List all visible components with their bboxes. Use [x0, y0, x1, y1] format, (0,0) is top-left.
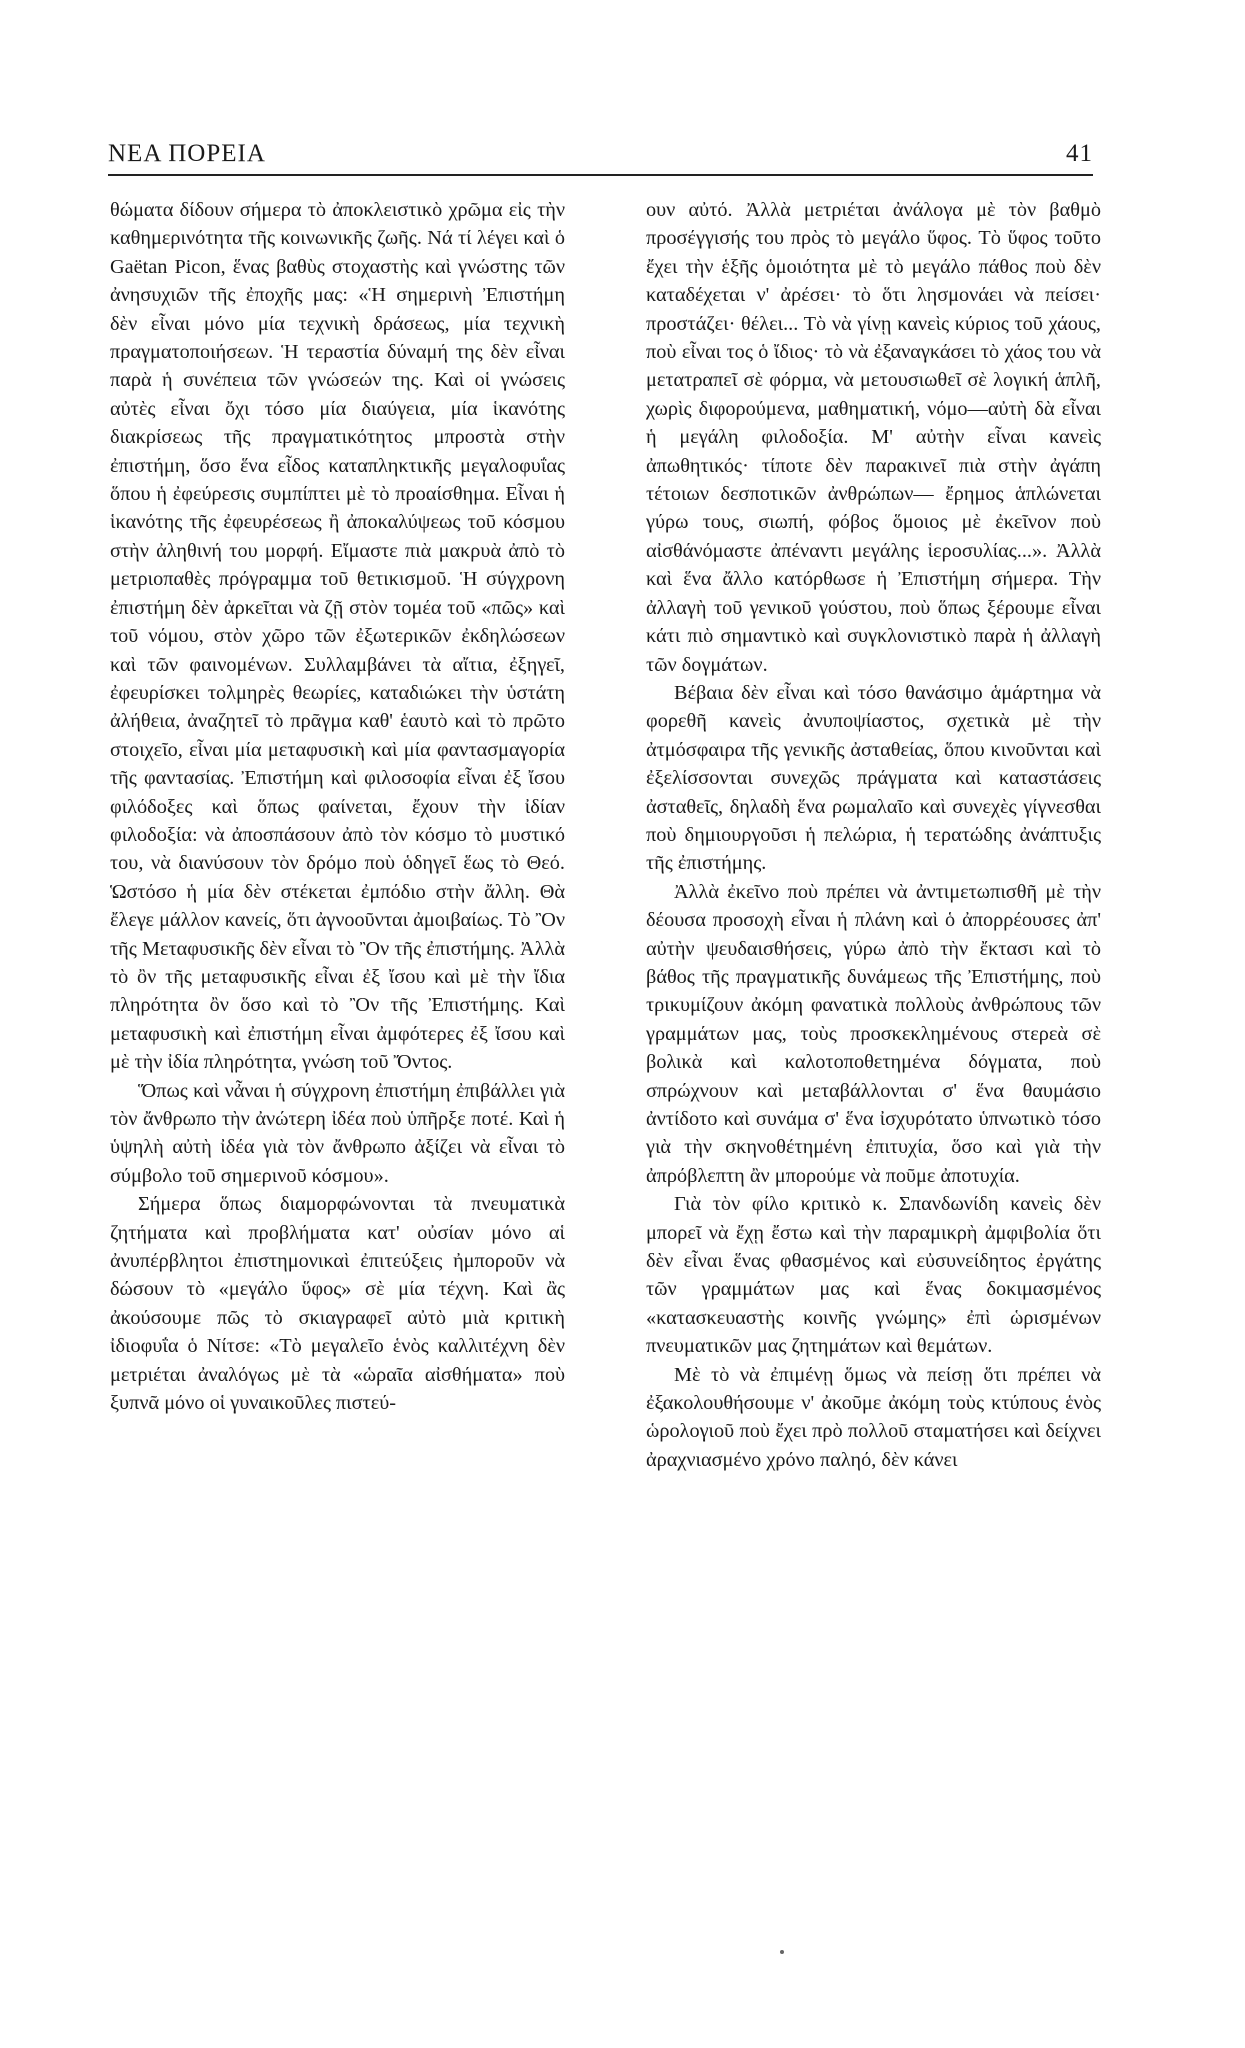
right-column — [646, 196, 1101, 1474]
print-speck — [780, 1950, 784, 1954]
paragraph: Βέβαια δὲν εἶναι καὶ τόσο θανάσιμο ἁμάρτημα νὰ φορεθῆ κανεὶς ἀνυποψίαστος, σχετικὰ μὲ τὴν ἀτμόσφαιρα τῆς γενικῆς ἀσταθείας, ὅπου κινοῦνται καὶ ἐξελίσσονται συνεχῶς πράγματα καὶ καταστάσεις ἀσταθεῖς, δηλαδὴ ἕνα ρωμαλαῖο καὶ συνεχὲς γίγνεσθαι ποὺ δημιουργοῦσι ἡ πελώρια, ἡ τερατώδης ἀνάπτυξις τῆς ἐπιστήμης. — [646, 681, 1101, 875]
journal-title: ΝΕΑ ΠΟΡΕΙΑ — [108, 140, 266, 167]
page-header — [108, 128, 1093, 168]
paragraph: θώματα δίδουν σήμερα τὸ ἀποκλειστικὸ χρῶμα εἰς τὴν καθημερινότητα τῆς κοινωνικῆς ζωῆς. Νά τί λέγει καὶ ὁ Gaëtan Picon, ἕνας βαθὺς στοχαστὴς καὶ γνώστης τῶν ἀνησυχιῶν τῆς ἐποχῆς μας: «Ἡ σημερινὴ Ἐπιστήμη δὲν εἶναι μόνο μία τεχνικὴ δράσεως, μία τεχνικὴ πραγματοποιήσεων. Ἡ τεραστία δύναμή της δὲν εἶναι παρὰ ἡ συνέπεια τῶν γνώσεών της. Καὶ οἱ γνώσεις αὐτὲς εἶναι ὄχι τόσο μία διαύγεια, μία ἱκανότης διακρίσεως τῆς πραγματικότητος μπροστὰ στὴν ἐπιστήμη, ὅσο ἕνα εἶδος καταπληκτικῆς μεγαλοφυΐας ὅπου ἡ ἐφεύρεσις συμπίπτει μὲ τὸ προαίσθημα. Εἶναι ἡ ἱκανότης τῆς ἐφευρέσεως ἢ ἀποκαλύψεως τοῦ κόσμου στὴν ἀληθινή του μορφή. Εἴμαστε πιὰ μακρυὰ ἀπὸ τὸ μετριοπαθὲς πρόγραμμα τοῦ θετικισμοῦ. Ἡ σύγχρονη ἐπιστήμη δὲν ἀρκεῖται νὰ ζῇ στὸν τομέα τοῦ «πῶς» καὶ τοῦ νόμου, στὸν χῶρο τῶν ἐξωτερικῶν ἐκδηλώσεων καὶ τῶν φαινομένων. Συλλαμβάνει τὰ αἴτια, ἐξηγεῖ, ἐφευρίσκει τολμηρὲς θεωρίες, καταδιώκει τὴν ὑστάτη ἀλήθεια, ἀναζητεῖ τὸ πρᾶγμα καθ' ἑαυτὸ καὶ τὸ πρῶτο στοιχεῖο, εἶναι μία μεταφυσικὴ καὶ μία φαντασμαγορία τῆς φαντασίας. Ἐπιστήμη καὶ φιλοσοφία εἶναι ἐξ ἴσου φιλόδοξες καὶ ὅπως φαίνεται, ἔχουν τὴν ἰδίαν φιλοδοξία: νὰ ἀποσπάσουν ἀπὸ τὸν κόσμο τὸ μυστικό του, νὰ διανύσουν τὸν δρόμο ποὺ ὁδηγεῖ ἕως τὸ Θεό. Ὡστόσο ἡ μία δὲν στέκεται ἐμπόδιο στὴν ἄλλη. Θὰ ἔλεγε μάλλον κανείς, ὅτι ἀγνοοῦνται ἀμοιβαίως. Τὸ Ὂν τῆς Μεταφυσικῆς δὲν εἶναι τὸ Ὂν τῆς ἐπιστήμης. Ἀλλὰ τὸ ὂν τῆς μεταφυσικῆς εἶναι ἐξ ἴσου καὶ μὲ τὴν ἴδια πληρότητα ὂν ὅσο καὶ τὸ Ὂν τῆς Ἐπιστήμης. Καὶ μεταφυσικὴ καὶ ἐπιστήμη εἶναι ἀμφότερες ἐξ ἴσου καὶ μὲ τὴν ἰδία πληρότητα, γνώση τοῦ Ὄντος. — [110, 199, 565, 1074]
paragraph: Μὲ τὸ νὰ ἐπιμένῃ ὅμως νὰ πείσῃ ὅτι πρέπει νὰ ἐξακολουθήσουμε ν' ἀκοῦμε ἀκόμη τοὺς κτύπους ἑνὸς ὡρολογιοῦ ποὺ ἔχει πρὸ πολλοῦ σταματήσει καὶ δείχνει ἀραχνιασμένο χρόνο παληό, δὲν κάνει — [646, 1363, 1101, 1471]
paragraph: Γιὰ τὸν φίλο κριτικὸ κ. Σπανδωνίδη κανεὶς δὲν μπορεῖ νὰ ἔχῃ ἔστω καὶ τὴν παραμικρὴ ἀμφιβολία ὅτι δὲν εἶναι ἕνας φθασμένος καὶ εὐσυνείδητος ἐργάτης τῶν γραμμάτων μας καὶ ἕνας δοκιμασμένος «κατασκευαστὴς κοινῆς γνώμης» ἐπὶ ὡρισμένων πνευματικῶν μας ζητημάτων καὶ θεμάτων. — [646, 1193, 1101, 1358]
paragraph: ουν αὐτό. Ἀλλὰ μετριέται ἀνάλογα μὲ τὸν βαθμὸ προσέγγισής του πρὸς τὸ μεγάλο ὕφος. Τὸ ὕφος τοῦτο ἔχει τὴν ἑξῆς ὁμοιότητα μὲ τὸ μεγάλο πάθος ποὺ δὲν καταδέχεται ν' ἀρέσει· τὸ ὅτι λησμονάει νὰ πείσει· προστάζει· θέλει... Τὸ νὰ γίνῃ κανεὶς κύριος τοῦ χάους, ποὺ εἶναι τος ὁ ἴδιος· τὸ νὰ ἐξαναγκάσει τὸ χάος του νὰ μετατραπεῖ σὲ φόρμα, νὰ μετουσιωθεῖ σὲ λογική ἁπλῆ, χωρὶς διφορούμενα, μαθηματική, νόμο—αὐτὴ δὰ εἶναι ἡ μεγάλη φιλοδοξία. Μ' αὐτὴν εἶναι κανεὶς ἀπωθητικός· τίποτε δὲν παρακινεῖ πιὰ στὴν ἀγάπη τέτοιων δεσποτικῶν ἀνθρώπων— ἔρημος ἁπλώνεται γύρω τους, σιωπή, φόβος ὅμοιος μὲ ἐκεῖνον ποὺ αἰσθάνόμαστε ἀπέναντι μεγάλης ἱεροσυλίας...». Ἀλλὰ καὶ ἕνα ἄλλο κατόρθωσε ἡ Ἐπιστήμη σήμερα. Τὴν ἀλλαγὴ τοῦ γενικοῦ γούστου, ποὺ ὅπως ξέρουμε εἶναι κάτι πιὸ σημαντικὸ καὶ συγκλονιστικὸ παρὰ ἡ ἀλλαγὴ τῶν δογμάτων. — [646, 199, 1101, 676]
left-column — [110, 196, 565, 1417]
header-rule — [108, 174, 1093, 176]
paragraph: Ἀλλὰ ἐκεῖνο ποὺ πρέπει νὰ ἀντιμετωπισθῆ μὲ τὴν δέουσα προσοχὴ εἶναι ἡ πλάνη καὶ ὁ ἀπορρέουσες ἀπ' αὐτὴν ψευδαισθήσεις, γύρω ἀπὸ τὴν ἔκτασι καὶ τὸ βάθος τῆς πραγματικῆς δυνάμεως τῆς Ἐπιστήμης, ποὺ τρικυμίζουν ἀκόμη φανατικὰ πολλοὺς ἀνθρώπους τῶν γραμμάτων μας, τοὺς προσκεκλημένους στερεὰ σὲ βολικὰ καὶ καλοτοποθετημένα δόγματα, ποὺ σπρώχνουν καὶ μεταβάλλονται σ' ἕνα θαυμάσιο ἀντίδοτο καὶ συνάμα σ' ἕνα ἰσχυρότατο ὑπνωτικὸ τόσο γιὰ τὴν σκηνοθέτημένη ἐπιτυχία, ὅσο καὶ γιὰ τὴν ἀπρόβλεπτη ἂν μπορούμε νὰ ποῦμε ἀποτυχία. — [646, 880, 1101, 1187]
page-number: 41 — [1066, 140, 1093, 167]
paragraph: Σήμερα ὅπως διαμορφώνονται τὰ πνευματικὰ ζητήματα καὶ προβλήματα κατ' οὐσίαν μόνο αἱ ἀνυπέρβλητοι ἐπιστημονικαὶ ἐπιτεύξεις ἠμποροῦν νὰ δώσουν τὸ «μεγάλο ὕφος» σὲ μία τέχνη. Καὶ ἂς ἀκούσουμε πῶς τὸ σκιαγραφεῖ αὐτὸ μιὰ κριτικὴ ἰδιοφυΐα ὁ Νίτσε: «Τὸ μεγαλεῖο ἑνὸς καλλιτέχνη δὲν μετριέται ἀναλόγως μὲ τὰ «ὡραῖα αἰσθήματα» ποὺ ξυπνᾶ μόνο οἱ γυναικοῦλες πιστεύ- — [110, 1193, 565, 1415]
paragraph: Ὅπως καὶ νἆναι ἡ σύγχρονη ἐπιστήμη ἐπιβάλλει γιὰ τὸν ἄνθρωπο τὴν ἀνώτερη ἰδέα ποὺ ὑπῆρξε ποτέ. Καὶ ἡ ὑψηλὴ αὐτὴ ἰδέα γιὰ τὸν ἄνθρωπο ἀξίζει νὰ εἶναι τὸ σύμβολο τοῦ σημερινοῦ κόσμου». — [110, 1079, 565, 1187]
